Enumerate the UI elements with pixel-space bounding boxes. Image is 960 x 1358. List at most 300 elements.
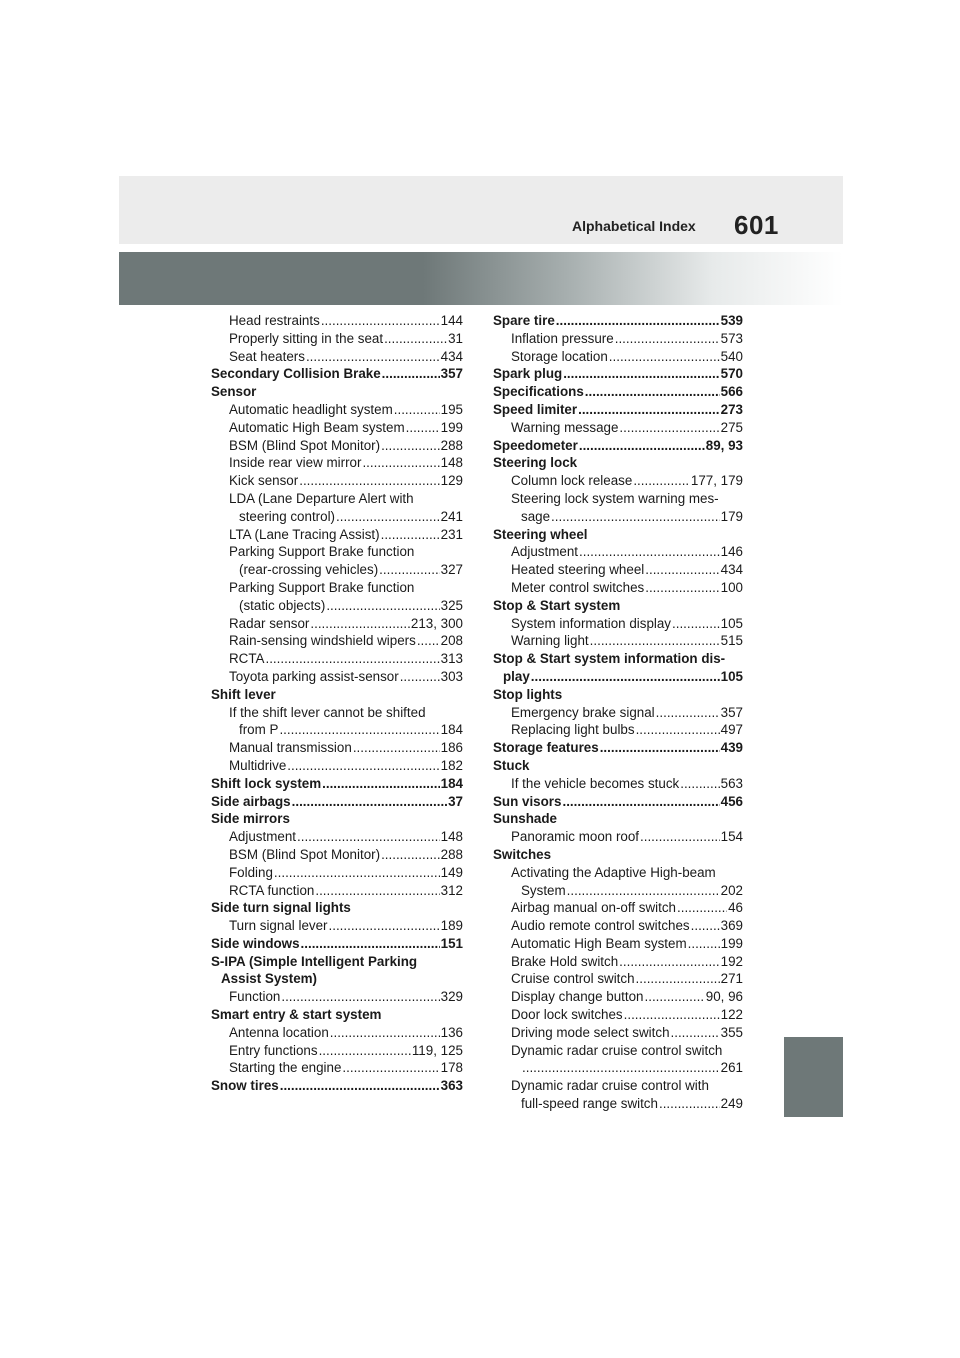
index-entry bbox=[493, 1059, 743, 1077]
index-entry-page: 100 bbox=[720, 579, 743, 595]
dot-leader bbox=[600, 739, 720, 757]
dot-leader bbox=[688, 935, 720, 953]
index-entry-page: 89, 93 bbox=[705, 437, 743, 453]
index-entry bbox=[493, 1006, 743, 1024]
index-entry-label: S-IPA (Simple Intelligent Parking bbox=[211, 953, 418, 969]
dot-leader bbox=[362, 454, 439, 472]
index-entry-label: System bbox=[521, 882, 566, 898]
index-entry-label: Audio remote control switches bbox=[511, 918, 690, 934]
index-entry-label: LTA (Lane Tracing Assist) bbox=[229, 526, 380, 542]
index-entry-page: 325 bbox=[440, 597, 463, 613]
dot-leader bbox=[578, 401, 720, 419]
index-entry bbox=[493, 383, 743, 401]
dot-leader bbox=[319, 1042, 411, 1060]
index-entry bbox=[211, 543, 463, 561]
index-entry-label: Replacing light bulbs bbox=[511, 722, 635, 738]
index-entry bbox=[493, 597, 743, 615]
dot-leader bbox=[381, 526, 440, 544]
index-entry-label: Warning message bbox=[511, 419, 619, 435]
index-entry-label: Shift lock system bbox=[211, 775, 322, 791]
index-entry-page: 566 bbox=[720, 384, 743, 400]
index-entry bbox=[493, 454, 743, 472]
dot-leader bbox=[563, 365, 719, 383]
page-number: 601 bbox=[734, 210, 779, 240]
index-entry bbox=[493, 793, 743, 811]
index-entry-page: 563 bbox=[720, 775, 743, 791]
index-entry bbox=[493, 526, 743, 544]
dot-leader bbox=[384, 330, 447, 348]
dot-leader bbox=[624, 1006, 720, 1024]
index-entry bbox=[211, 632, 463, 650]
index-entry-label: sage bbox=[521, 508, 551, 524]
index-entry-label: (static objects) bbox=[239, 597, 326, 613]
index-entry-page: 122 bbox=[720, 1007, 743, 1023]
dot-leader bbox=[274, 864, 440, 882]
dot-leader bbox=[640, 828, 720, 846]
index-entry-label: Dynamic radar cruise control with bbox=[511, 1078, 709, 1094]
index-entry bbox=[493, 721, 743, 739]
index-entry-label: Automatic High Beam system bbox=[511, 935, 687, 951]
index-entry bbox=[211, 401, 463, 419]
index-entry-label: play bbox=[503, 668, 530, 684]
index-entry-label: Shift lever bbox=[211, 686, 276, 702]
index-entry-label: Heated steering wheel bbox=[511, 562, 645, 578]
index-entry-page: 90, 96 bbox=[705, 989, 743, 1005]
dot-leader bbox=[281, 988, 439, 1006]
index-entry-page: 456 bbox=[720, 793, 743, 809]
index-entry-page: 189 bbox=[440, 918, 463, 934]
index-entry-label: BSM (Blind Spot Monitor) bbox=[229, 437, 381, 453]
index-entry bbox=[493, 632, 743, 650]
index-entry-label: Spare tire bbox=[493, 313, 555, 328]
index-entry-label: Assist System) bbox=[221, 971, 318, 987]
index-entry-page: 313 bbox=[440, 651, 463, 667]
section-tab bbox=[784, 1037, 843, 1117]
dot-leader bbox=[585, 383, 720, 401]
index-entry-label: Driving mode select switch bbox=[511, 1024, 670, 1040]
index-entry bbox=[211, 454, 463, 472]
index-entry bbox=[493, 917, 743, 935]
dot-leader bbox=[636, 721, 720, 739]
index-entry-label: Multidrive bbox=[229, 757, 287, 773]
dot-leader bbox=[279, 721, 439, 739]
index-entry-page: 151 bbox=[440, 935, 463, 951]
index-entry-label: Column lock release bbox=[511, 473, 633, 489]
index-entry bbox=[211, 383, 463, 401]
index-entry bbox=[211, 935, 463, 953]
index-entry-page: 105 bbox=[720, 615, 743, 631]
dot-leader bbox=[381, 846, 440, 864]
index-entry-page: 119, 125 bbox=[411, 1042, 463, 1058]
index-entry-label: Secondary Collision Brake bbox=[211, 366, 381, 382]
index-entry bbox=[211, 704, 463, 722]
index-entry-page: 312 bbox=[440, 882, 463, 898]
index-entry bbox=[493, 437, 743, 455]
index-entry-label: full-speed range switch bbox=[521, 1096, 658, 1112]
index-entry-label: Storage features bbox=[493, 740, 599, 756]
index-entry bbox=[493, 419, 743, 437]
index-entry-page: 149 bbox=[440, 864, 463, 880]
dot-leader bbox=[326, 597, 439, 615]
index-entry-page: 539 bbox=[720, 313, 743, 328]
index-entry-page: 357 bbox=[440, 366, 463, 382]
dot-leader bbox=[292, 793, 447, 811]
index-entry-label: Activating the Adaptive High-beam bbox=[511, 864, 716, 880]
index-entry-page: 179 bbox=[720, 508, 743, 524]
dot-leader bbox=[691, 917, 720, 935]
index-entry-page: 288 bbox=[440, 846, 463, 862]
index-entry bbox=[211, 508, 463, 526]
index-entry-label: Rain-sensing windshield wipers bbox=[229, 633, 416, 649]
index-entry bbox=[211, 1006, 463, 1024]
index-entry-label: Meter control switches bbox=[511, 579, 645, 595]
index-entry bbox=[493, 561, 743, 579]
index-entry-page: 303 bbox=[440, 668, 463, 684]
index-entry bbox=[211, 348, 463, 366]
index-entry-label: Folding bbox=[229, 864, 273, 880]
index-entry-page: 184 bbox=[440, 775, 463, 791]
dot-leader bbox=[297, 828, 440, 846]
index-entry-label: Manual transmission bbox=[229, 740, 352, 756]
index-entry-page: 249 bbox=[720, 1096, 743, 1112]
dot-leader bbox=[633, 472, 690, 490]
index-entry bbox=[211, 882, 463, 900]
dot-leader bbox=[562, 793, 719, 811]
index-entry bbox=[493, 312, 743, 330]
index-entry bbox=[211, 739, 463, 757]
index-entry bbox=[493, 935, 743, 953]
index-entry bbox=[211, 970, 463, 988]
dot-leader bbox=[299, 472, 439, 490]
index-entry-page: 363 bbox=[440, 1078, 463, 1094]
index-entry bbox=[493, 1024, 743, 1042]
index-entry-label: RCTA bbox=[229, 651, 265, 667]
dot-leader bbox=[310, 615, 409, 633]
dot-leader bbox=[615, 330, 720, 348]
dot-leader bbox=[659, 1095, 720, 1113]
index-entry-label: Door lock switches bbox=[511, 1007, 623, 1023]
index-entry-page: 355 bbox=[720, 1024, 743, 1040]
index-entry-label: Steering lock bbox=[493, 455, 578, 471]
index-entry bbox=[493, 1095, 743, 1113]
index-entry bbox=[211, 579, 463, 597]
index-entry-label: Speedometer bbox=[493, 437, 578, 453]
index-entry bbox=[493, 490, 743, 508]
dot-leader bbox=[406, 419, 440, 437]
dot-leader bbox=[531, 668, 720, 686]
index-entry-label: Kick sensor bbox=[229, 473, 299, 489]
index-entry-label: Specifications bbox=[493, 384, 584, 400]
index-entry bbox=[493, 970, 743, 988]
section-banner bbox=[119, 252, 843, 305]
dot-leader bbox=[671, 1024, 720, 1042]
index-entry-page: 434 bbox=[720, 562, 743, 578]
index-entry-label: Brake Hold switch bbox=[511, 953, 619, 969]
index-entry bbox=[211, 561, 463, 579]
index-entry bbox=[211, 1024, 463, 1042]
dot-leader bbox=[567, 882, 720, 900]
index-entry-page: 202 bbox=[720, 882, 743, 898]
index-entry-label: Toyota parking assist-sensor bbox=[229, 668, 399, 684]
index-entry-page: 273 bbox=[720, 401, 743, 417]
index-entry-label: Switches bbox=[493, 846, 552, 862]
index-entry bbox=[211, 846, 463, 864]
dot-leader bbox=[381, 437, 440, 455]
dot-leader bbox=[400, 668, 440, 686]
index-entry bbox=[493, 543, 743, 561]
index-entry-page: 37 bbox=[448, 793, 463, 809]
index-entry-label: (rear-crossing vehicles) bbox=[239, 562, 379, 578]
index-entry bbox=[493, 899, 743, 917]
dot-leader bbox=[619, 419, 719, 437]
index-entry-page: 329 bbox=[440, 989, 463, 1005]
index-entry bbox=[211, 775, 463, 793]
index-entry bbox=[493, 810, 743, 828]
index-entry-label: Parking Support Brake function bbox=[229, 544, 415, 560]
index-entry bbox=[493, 757, 743, 775]
index-entry bbox=[211, 686, 463, 704]
index-entry-page: 570 bbox=[720, 366, 743, 382]
index-entry bbox=[493, 615, 743, 633]
index-entry-page: 275 bbox=[720, 419, 743, 435]
index-entry-page: 178 bbox=[440, 1060, 463, 1076]
index-entry bbox=[493, 508, 743, 526]
index-entry-label: Dynamic radar cruise control switch bbox=[511, 1042, 723, 1058]
dot-leader bbox=[330, 1024, 440, 1042]
index-entry-page: 184 bbox=[440, 722, 463, 738]
index-entry bbox=[493, 348, 743, 366]
index-entry-page: 144 bbox=[440, 313, 463, 328]
dot-leader bbox=[379, 561, 440, 579]
index-entry-page: 261 bbox=[720, 1060, 743, 1076]
index-entry-page: 271 bbox=[720, 971, 743, 987]
dot-leader bbox=[579, 437, 705, 455]
index-entry bbox=[211, 437, 463, 455]
index-entry-page: 231 bbox=[440, 526, 463, 542]
index-entry-page: 515 bbox=[720, 633, 743, 649]
dot-leader bbox=[301, 935, 440, 953]
index-entry-label: Radar sensor bbox=[229, 615, 310, 631]
dot-leader bbox=[321, 312, 440, 330]
index-entry-label: System information display bbox=[511, 615, 672, 631]
index-entry bbox=[211, 490, 463, 508]
index-column-right bbox=[493, 312, 743, 1113]
index-entry-label: Steering lock system warning mes- bbox=[511, 490, 719, 506]
index-entry bbox=[493, 579, 743, 597]
dot-leader bbox=[265, 650, 439, 668]
index-entry bbox=[493, 1077, 743, 1095]
index-entry bbox=[493, 668, 743, 686]
index-entry-label: Airbag manual on-off switch bbox=[511, 900, 676, 916]
index-entry-label: Sensor bbox=[211, 384, 257, 400]
index-entry-page: 31 bbox=[448, 330, 463, 346]
dot-leader bbox=[336, 508, 440, 526]
index-entry-label: Snow tires bbox=[211, 1078, 279, 1094]
dot-leader bbox=[287, 757, 439, 775]
index-entry bbox=[493, 686, 743, 704]
index-entry-label: Spark plug bbox=[493, 366, 563, 382]
dot-leader bbox=[382, 365, 440, 383]
dot-leader bbox=[619, 953, 719, 971]
index-entry-label: Side mirrors bbox=[211, 811, 290, 827]
index-entry-page: 182 bbox=[440, 757, 463, 773]
dot-leader bbox=[645, 561, 719, 579]
dot-leader bbox=[306, 348, 440, 366]
index-entry bbox=[493, 401, 743, 419]
index-entry bbox=[211, 1077, 463, 1095]
index-entry-label: Speed limiter bbox=[493, 401, 578, 417]
index-entry bbox=[493, 1042, 743, 1060]
dot-leader bbox=[556, 312, 720, 330]
index-entry bbox=[211, 899, 463, 917]
dot-leader bbox=[645, 988, 705, 1006]
dot-leader bbox=[522, 1059, 720, 1077]
index-entry-label: BSM (Blind Spot Monitor) bbox=[229, 846, 381, 862]
dot-leader bbox=[579, 543, 720, 561]
index-entry-label: Sun visors bbox=[493, 793, 562, 809]
index-entry bbox=[493, 882, 743, 900]
index-entry-label: Side turn signal lights bbox=[211, 900, 351, 916]
index-entry-label: Parking Support Brake function bbox=[229, 579, 415, 595]
index-entry bbox=[211, 330, 463, 348]
index-entry-label: Properly sitting in the seat bbox=[229, 330, 384, 346]
dot-leader bbox=[322, 775, 440, 793]
dot-leader bbox=[417, 632, 440, 650]
dot-leader bbox=[609, 348, 720, 366]
dot-leader bbox=[677, 899, 727, 917]
index-entry bbox=[493, 988, 743, 1006]
index-entry-label: Stop & Start system bbox=[493, 597, 621, 613]
dot-leader bbox=[394, 401, 440, 419]
index-entry-label: Inside rear view mirror bbox=[229, 455, 362, 471]
index-entry-label: Cruise control switch bbox=[511, 971, 635, 987]
index-entry-page: 357 bbox=[720, 704, 743, 720]
index-entry-label: Entry functions bbox=[229, 1042, 318, 1058]
index-entry-label: RCTA function bbox=[229, 882, 315, 898]
index-entry-label: Adjustment bbox=[229, 829, 296, 845]
index-entry-page: 199 bbox=[720, 935, 743, 951]
index-entry bbox=[211, 312, 463, 330]
index-entry-label: Emergency brake signal bbox=[511, 704, 655, 720]
index-entry-label: Display change button bbox=[511, 989, 644, 1005]
index-entry bbox=[211, 668, 463, 686]
index-entry bbox=[493, 472, 743, 490]
index-entry bbox=[493, 864, 743, 882]
index-entry bbox=[493, 704, 743, 722]
index-entry bbox=[211, 1059, 463, 1077]
index-entry-page: 288 bbox=[440, 437, 463, 453]
dot-leader bbox=[280, 1077, 440, 1095]
index-entry-label: Steering wheel bbox=[493, 526, 588, 542]
index-entry-page: 148 bbox=[440, 829, 463, 845]
index-entry bbox=[211, 597, 463, 615]
index-entry bbox=[493, 650, 743, 668]
index-entry bbox=[211, 1042, 463, 1060]
dot-leader bbox=[353, 739, 440, 757]
index-entry bbox=[211, 917, 463, 935]
index-entry bbox=[211, 988, 463, 1006]
index-entry bbox=[211, 828, 463, 846]
index-entry bbox=[493, 828, 743, 846]
index-entry-label: If the vehicle becomes stuck bbox=[511, 775, 680, 791]
dot-leader bbox=[645, 579, 719, 597]
index-entry-page: 105 bbox=[720, 668, 743, 684]
index-entry-page: 129 bbox=[440, 473, 463, 489]
index-entry-label: Starting the engine bbox=[229, 1060, 342, 1076]
index-entry-page: 186 bbox=[440, 740, 463, 756]
index-entry-page: 192 bbox=[720, 953, 743, 969]
index-entry bbox=[211, 721, 463, 739]
dot-leader bbox=[656, 704, 720, 722]
index-entry-page: 241 bbox=[440, 508, 463, 524]
index-entry-page: 434 bbox=[440, 348, 463, 364]
index-entry-label: LDA (Lane Departure Alert with bbox=[229, 490, 414, 506]
index-entry bbox=[211, 365, 463, 383]
index-entry-page: 439 bbox=[720, 740, 743, 756]
index-entry-label: Head restraints bbox=[229, 313, 320, 328]
index-column-left bbox=[211, 312, 463, 1095]
index-entry-page: 497 bbox=[720, 722, 743, 738]
index-entry-page: 199 bbox=[440, 419, 463, 435]
index-entry bbox=[211, 864, 463, 882]
index-entry-page: 213, 300 bbox=[410, 615, 463, 631]
index-entry-page: 540 bbox=[720, 348, 743, 364]
index-entry-page: 369 bbox=[720, 918, 743, 934]
index-entry bbox=[211, 526, 463, 544]
index-entry bbox=[211, 793, 463, 811]
index-entry bbox=[211, 953, 463, 971]
dot-leader bbox=[672, 615, 720, 633]
dot-leader bbox=[680, 775, 719, 793]
index-entry-label: steering control) bbox=[239, 508, 336, 524]
dot-leader bbox=[315, 882, 439, 900]
dot-leader bbox=[342, 1059, 439, 1077]
index-entry-label: Automatic headlight system bbox=[229, 401, 393, 417]
index-entry bbox=[493, 330, 743, 348]
index-entry-label: Function bbox=[229, 989, 281, 1005]
index-entry bbox=[211, 419, 463, 437]
index-entry-label: Stop lights bbox=[493, 686, 563, 702]
index-entry-label: Smart entry & start system bbox=[211, 1007, 382, 1023]
index-entry-label: Storage location bbox=[511, 348, 608, 364]
index-entry-label: If the shift lever cannot be shifted bbox=[229, 704, 426, 720]
index-entry-label: Side airbags bbox=[211, 793, 291, 809]
index-entry bbox=[211, 615, 463, 633]
index-entry-label: Turn signal lever bbox=[229, 918, 328, 934]
dot-leader bbox=[590, 632, 720, 650]
index-entry bbox=[211, 810, 463, 828]
index-entry-page: 177, 179 bbox=[690, 473, 743, 489]
index-entry-label: Antenna location bbox=[229, 1024, 329, 1040]
index-entry-label: Stuck bbox=[493, 757, 530, 773]
dot-leader bbox=[636, 970, 720, 988]
index-entry-page: 573 bbox=[720, 330, 743, 346]
index-entry-page: 195 bbox=[440, 401, 463, 417]
index-entry-label: Side windows bbox=[211, 935, 300, 951]
index-entry bbox=[493, 846, 743, 864]
index-entry bbox=[211, 650, 463, 668]
index-entry-page: 208 bbox=[440, 633, 463, 649]
index-entry-page: 154 bbox=[720, 829, 743, 845]
dot-leader bbox=[329, 917, 440, 935]
index-entry-label: Panoramic moon roof bbox=[511, 829, 640, 845]
index-entry bbox=[493, 775, 743, 793]
index-entry bbox=[493, 739, 743, 757]
index-entry bbox=[211, 472, 463, 490]
index-entry-page: 327 bbox=[440, 562, 463, 578]
index-entry-label: Sunshade bbox=[493, 811, 557, 827]
index-entry-label: Inflation pressure bbox=[511, 330, 614, 346]
